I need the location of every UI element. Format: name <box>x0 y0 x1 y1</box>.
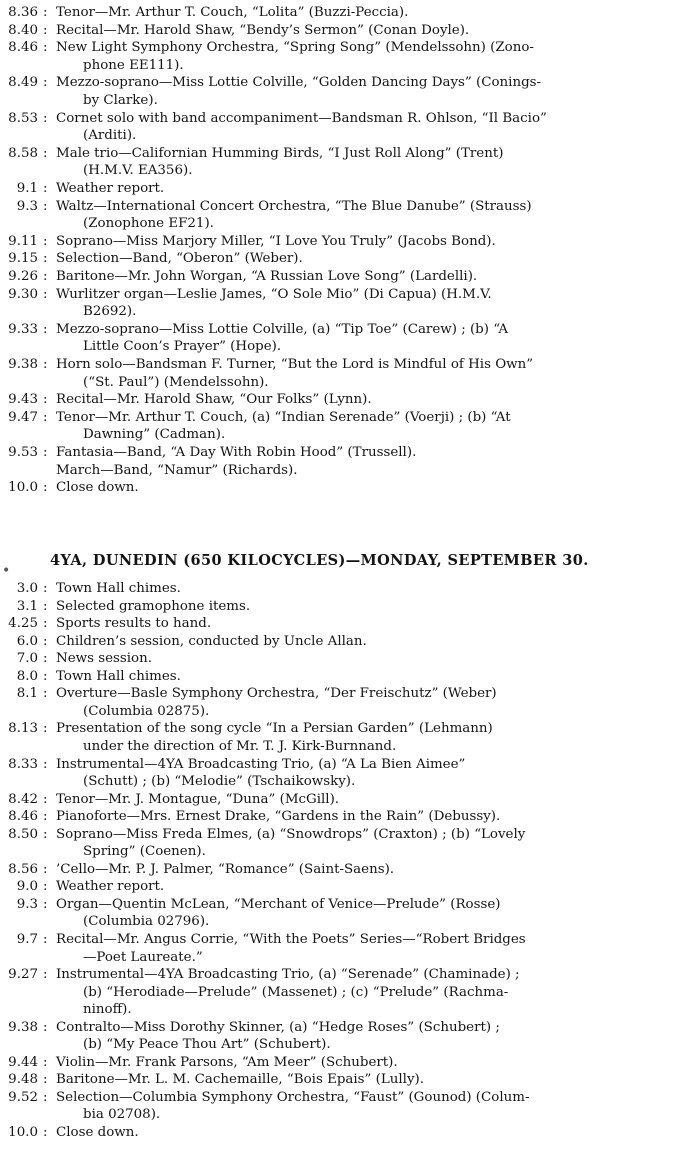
entry-time: 9.30 <box>8 286 38 302</box>
entry-text-continued: by Clarke). <box>83 92 158 108</box>
entry-time: 4.25 <box>8 616 38 632</box>
entry-time: 8.46 <box>8 809 38 825</box>
entry-text: Baritone—Mr. L. M. Cachemaille, “Bois Epais” (Lully). <box>56 1072 425 1088</box>
schedule-entry <box>0 896 700 931</box>
schedule-entry <box>0 791 700 809</box>
entry-text: Organ—Quentin McLean, “Merchant of Venice—Prelude” (Rosse) <box>56 896 501 912</box>
entry-text: Town Hall chimes. <box>56 668 181 684</box>
entry-text-continued: under the direction of Mr. T. J. Kirk-Burnnand. <box>83 738 397 754</box>
entry-time: 9.38 <box>8 1019 38 1035</box>
entry-colon: : <box>43 809 48 825</box>
entry-colon: : <box>43 269 48 284</box>
entry-time: 9.3 <box>16 198 38 214</box>
entry-text: Mezzo-soprano—Miss Lottie Colville, “Golden Dancing Days” (Conings- <box>56 75 542 91</box>
entry-text-continued: (Columbia 02875). <box>83 703 210 719</box>
entry-colon: : <box>43 181 48 196</box>
entry-text: Baritone—Mr. John Worgan, “A Russian Love Song” (Lardelli). <box>56 269 478 284</box>
schedule-entry <box>0 233 700 251</box>
entry-text-continued: ninoff). <box>83 1002 132 1018</box>
entry-text: Mezzo-soprano—Miss Lottie Colville, (a) “Tip Toe” (Carew) ; (b) “A <box>56 321 509 337</box>
entry-text: Weather report. <box>56 181 165 196</box>
schedule-entry <box>0 878 700 896</box>
entry-colon: : <box>43 5 48 20</box>
entry-time: 9.33 <box>8 321 38 337</box>
entry-text: Instrumental—4YA Broadcasting Trio, (a) “A La Bien Aimee” <box>56 756 466 772</box>
entry-time: 9.1 <box>16 181 38 196</box>
entry-colon: : <box>43 1054 48 1070</box>
entry-time: 9.11 <box>8 233 38 249</box>
entry-colon: : <box>43 145 48 161</box>
entry-text: Instrumental—4YA Broadcasting Trio, (a) “Serenade” (Chaminade) ; <box>56 967 520 983</box>
schedule-entry <box>0 4 700 22</box>
entry-text: Overture—Basle Symphony Orchestra, “Der Freischutz” (Weber) <box>56 686 497 702</box>
entry-colon: : <box>43 756 48 772</box>
entry-text-continued: —Poet Laureate.” <box>83 949 203 965</box>
entry-time: 8.42 <box>8 791 38 807</box>
schedule-entry <box>0 598 700 616</box>
schedule-entry <box>0 198 700 233</box>
entry-time: 6.0 <box>16 633 38 649</box>
entry-colon: : <box>43 357 48 372</box>
schedule-entry <box>0 826 700 861</box>
schedule-entry <box>0 1089 700 1124</box>
entry-text: News session. <box>56 651 152 667</box>
entry-text: Cornet solo with band accompaniment—Bandsman R. Ohlson, “Il Bacio” <box>56 110 547 126</box>
schedule-entry <box>0 286 700 321</box>
entry-time: 9.52 <box>8 1089 38 1105</box>
entry-colon: : <box>43 791 48 807</box>
entry-text: Recital—Mr. Harold Shaw, “Our Folks” (Lynn). <box>56 392 372 408</box>
schedule-entry <box>0 633 700 651</box>
entry-time: 9.48 <box>8 1072 38 1088</box>
entry-time: 8.58 <box>8 145 38 161</box>
entry-time: 8.53 <box>8 110 38 126</box>
entry-time: 9.43 <box>8 392 38 408</box>
entry-text: Contralto—Miss Dorothy Skinner, (a) “Hedge Roses” (Schubert) ; <box>56 1019 500 1035</box>
entry-text: Tenor—Mr. Arthur T. Couch, (a) “Indian Serenade” (Voerji) ; (b) “At <box>56 409 511 425</box>
schedule-entry <box>0 479 700 497</box>
entry-colon: : <box>43 633 48 649</box>
schedule-entry <box>0 250 700 268</box>
entry-text-continued: phone EE111). <box>83 57 184 73</box>
entry-text: Close down. <box>56 1125 139 1141</box>
entry-time: 9.47 <box>8 409 38 425</box>
entry-colon: : <box>43 581 48 596</box>
schedule-entry <box>0 110 700 145</box>
entry-text: New Light Symphony Orchestra, “Spring Song” (Mendelssohn) (Zono- <box>56 40 534 56</box>
entry-colon: : <box>43 1125 48 1141</box>
schedule-entry <box>0 22 700 40</box>
margin-mark: • <box>2 563 11 579</box>
entry-text: Horn solo—Bandsman F. Turner, “But the Lord is Mindful of His Own” <box>56 357 534 372</box>
entry-text: ’Cello—Mr. P. J. Palmer, “Romance” (Saint-Saens). <box>56 861 395 877</box>
schedule-entry <box>0 720 700 755</box>
entry-text: Pianoforte—Mrs. Ernest Drake, “Gardens in the Rain” (Debussy). <box>56 809 501 825</box>
schedule-entry <box>0 580 700 598</box>
entry-text: Weather report. <box>56 879 165 895</box>
schedule-entry <box>0 861 700 879</box>
entry-text: Selected gramophone items. <box>56 598 251 614</box>
entry-time: 8.40 <box>8 22 38 38</box>
entry-text: Selection—Columbia Symphony Orchestra, “Faust” (Gounod) (Colum- <box>56 1089 530 1105</box>
entry-time: 9.3 <box>16 896 38 912</box>
entry-colon: : <box>43 409 48 425</box>
entry-time: 8.50 <box>8 826 38 842</box>
entry-colon: : <box>43 392 48 408</box>
entry-colon: : <box>43 598 48 614</box>
entry-time: 3.1 <box>16 598 38 614</box>
entry-time: 9.44 <box>8 1054 38 1070</box>
entry-colon: : <box>43 1072 48 1088</box>
entry-time: 8.36 <box>8 5 38 20</box>
entry-time: 9.53 <box>8 445 38 460</box>
entry-colon: : <box>43 1089 48 1105</box>
entry-text: Soprano—Miss Marjory Miller, “I Love You Truly” (Jacobs Bond). <box>56 233 496 249</box>
entry-time: 8.49 <box>8 75 38 91</box>
entry-text-continued: Dawning” (Cadman). <box>83 427 226 443</box>
entry-colon: : <box>43 932 48 947</box>
schedule-entry <box>0 685 700 720</box>
schedule-entry <box>0 1019 700 1054</box>
entry-colon: : <box>43 896 48 912</box>
entry-time: 9.27 <box>8 967 38 983</box>
entry-text: Recital—Mr. Harold Shaw, “Bendy’s Sermon” (Conan Doyle). <box>56 22 470 38</box>
entry-colon: : <box>43 616 48 632</box>
entry-colon: : <box>43 445 48 460</box>
entry-text-continued: (b) “My Peace Thou Art” (Schubert). <box>83 1037 331 1053</box>
schedule-entry <box>0 615 700 633</box>
entry-colon: : <box>43 198 48 214</box>
schedule-entry <box>0 966 700 1019</box>
entry-text: Close down. <box>56 480 139 496</box>
station-heading: 4YA, DUNEDIN (650 KILOCYCLES)—MONDAY, SEPTEMBER 30. <box>50 552 589 569</box>
schedule-entry <box>0 145 700 180</box>
entry-text: Sports results to hand. <box>56 616 212 632</box>
entry-colon: : <box>43 40 48 56</box>
schedule-entry <box>0 180 700 198</box>
schedule-entry <box>0 444 700 479</box>
schedule-entry <box>0 391 700 409</box>
entry-colon: : <box>43 721 48 737</box>
entry-colon: : <box>43 826 48 842</box>
entry-time: 8.46 <box>8 40 38 56</box>
entry-time: 3.0 <box>16 581 38 596</box>
entry-text-continued: (Schutt) ; (b) “Melodie” (Tschaikowsky). <box>83 774 356 790</box>
entry-colon: : <box>43 75 48 91</box>
entry-text: Waltz—International Concert Orchestra, “The Blue Danube” (Strauss) <box>56 198 532 214</box>
entry-text-continued: March—Band, “Namur” (Richards). <box>56 462 298 478</box>
entry-time: 10.0 <box>8 480 38 496</box>
entry-colon: : <box>43 233 48 249</box>
entry-text-continued: (Zonophone EF21). <box>83 216 214 232</box>
entry-text-continued: B2692). <box>83 304 137 320</box>
entry-colon: : <box>43 321 48 337</box>
schedule-entry <box>0 650 700 668</box>
schedule-entry <box>0 668 700 686</box>
entry-time: 8.33 <box>8 756 38 772</box>
entry-text-continued: (“St. Paul”) (Mendelssohn). <box>83 374 269 390</box>
entry-time: 9.38 <box>8 357 38 372</box>
schedule-entry <box>0 756 700 791</box>
entry-colon: : <box>43 110 48 126</box>
entry-colon: : <box>43 651 48 667</box>
entry-text-continued: (H.M.V. EA356). <box>83 163 193 179</box>
entry-time: 10.0 <box>8 1125 38 1141</box>
entry-time: 9.7 <box>16 932 38 947</box>
schedule-entry <box>0 321 700 356</box>
entry-colon: : <box>43 879 48 895</box>
entry-text: Town Hall chimes. <box>56 581 181 596</box>
schedule-entry <box>0 356 700 391</box>
entry-text: Male trio—Californian Humming Birds, “I Just Roll Along” (Trent) <box>56 145 504 161</box>
entry-colon: : <box>43 251 48 267</box>
entry-time: 8.13 <box>8 721 38 737</box>
entry-colon: : <box>43 861 48 877</box>
entry-text: Soprano—Miss Freda Elmes, (a) “Snowdrops” (Craxton) ; (b) “Lovely <box>56 826 526 842</box>
entry-text: Fantasia—Band, “A Day With Robin Hood” (Trussell). <box>56 445 417 460</box>
entry-time: 9.26 <box>8 269 38 284</box>
entry-text-continued: (Arditi). <box>83 128 137 144</box>
schedule-entry <box>0 74 700 109</box>
schedule-entry <box>0 808 700 826</box>
schedule-entry <box>0 931 700 966</box>
entry-text-continued: (b) “Herodiade—Prelude” (Massenet) ; (c) “Prelude” (Rachma- <box>83 984 509 1000</box>
entry-text: Children’s session, conducted by Uncle Allan. <box>56 633 367 649</box>
schedule-entry <box>0 1054 700 1072</box>
entry-time: 8.1 <box>16 686 38 702</box>
entry-text: Tenor—Mr. Arthur T. Couch, “Lolita” (Buzzi-Peccia). <box>56 5 409 20</box>
entry-time: 7.0 <box>16 651 38 667</box>
entry-colon: : <box>43 967 48 983</box>
entry-time: 9.0 <box>16 879 38 895</box>
schedule-entry <box>0 409 700 444</box>
entry-time: 8.56 <box>8 861 38 877</box>
entry-colon: : <box>43 1019 48 1035</box>
entry-text: Violin—Mr. Frank Parsons, “Am Meer” (Schubert). <box>56 1054 398 1070</box>
schedule-entry <box>0 39 700 74</box>
entry-colon: : <box>43 480 48 496</box>
entry-time: 8.0 <box>16 668 38 684</box>
entry-colon: : <box>43 686 48 702</box>
entry-text: Tenor—Mr. J. Montague, “Duna” (McGill). <box>56 791 340 807</box>
entry-time: 9.15 <box>8 251 38 267</box>
entry-colon: : <box>43 286 48 302</box>
entry-text-continued: (Columbia 02796). <box>83 914 210 930</box>
schedule-entry <box>0 1124 700 1142</box>
entry-text-continued: bia 02708). <box>83 1107 161 1123</box>
schedule-entry <box>0 1071 700 1089</box>
entry-colon: : <box>43 668 48 684</box>
entry-colon: : <box>43 22 48 38</box>
entry-text: Wurlitzer organ—Leslie James, “O Sole Mio” (Di Capua) (H.M.V. <box>56 286 492 302</box>
entry-text: Recital—Mr. Angus Corrie, “With the Poets” Series—“Robert Bridges <box>56 932 526 947</box>
entry-text-continued: Spring” (Coenen). <box>83 844 206 860</box>
entry-text: Presentation of the song cycle “In a Persian Garden” (Lehmann) <box>56 721 493 737</box>
entry-text-continued: Little Coon’s Prayer” (Hope). <box>83 339 282 355</box>
entry-text: Selection—Band, “Oberon” (Weber). <box>56 251 303 267</box>
schedule-entry <box>0 268 700 286</box>
